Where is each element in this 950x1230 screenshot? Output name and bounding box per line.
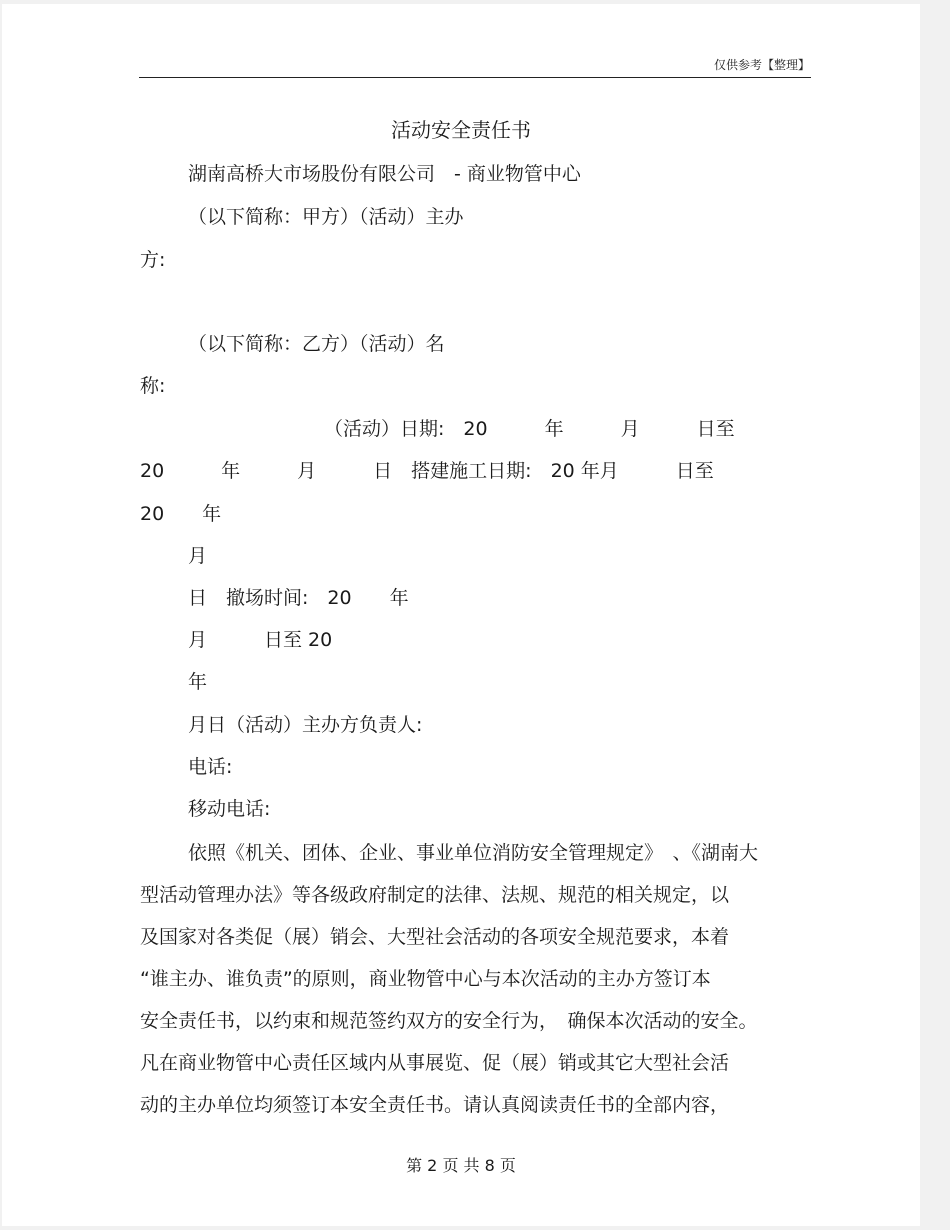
text-line: 移动电话:: [188, 798, 271, 820]
text-line: 称:: [140, 375, 166, 397]
text-line: （活动）日期: 20 年 月 日至: [324, 418, 735, 440]
text-line: 月: [188, 545, 208, 567]
text-line: 方:: [140, 249, 166, 271]
text-line: （以下简称：甲方）（活动）主办: [188, 206, 464, 228]
text-line: 及国家对各类促（展）销会、大型社会活动的各项安全规范要求，本着: [140, 926, 730, 948]
document-title: 活动安全责任书: [391, 118, 531, 142]
page-number: 第 2 页 共 8 页: [406, 1156, 516, 1175]
text-line: 20 年 月 日 搭建施工日期: 20 年月 日至: [140, 460, 714, 482]
header-divider: [139, 77, 811, 78]
text-line: 电话:: [188, 756, 233, 778]
text-line: 凡在商业物管中心责任区域内从事展览、促（展）销或其它大型社会活: [140, 1052, 730, 1074]
header-note: 仅供参考【整理】: [713, 58, 810, 72]
text-line: 型活动管理办法》等各级政府制定的法律、法规、规范的相关规定，以: [140, 884, 730, 906]
text-line: 依照《机关、团体、企业、事业单位消防安全管理规定》 、《湖南大: [188, 842, 759, 864]
text-line: “谁主办、谁负责”的原则，商业物管中心与本次活动的主办方签订本: [140, 968, 711, 990]
text-line: 20 年: [140, 503, 222, 525]
text-line: 安全责任书，以约束和规范签约双方的安全行为， 确保本次活动的安全。: [140, 1010, 758, 1032]
text-line: 月 日至 20: [188, 629, 333, 651]
text-line: （以下简称：乙方）（活动）名: [188, 333, 445, 355]
text-line: 年: [188, 671, 208, 693]
text-line: 日 撤场时间: 20 年: [188, 587, 409, 609]
text-line: 湖南高桥大市场股份有限公司 - 商业物管中心: [188, 163, 581, 185]
text-line: 月日（活动）主办方负责人:: [188, 714, 423, 736]
document-page: [2, 4, 920, 1226]
text-line: 动的主办单位均须签订本安全责任书。请认真阅读责任书的全部内容，: [140, 1094, 730, 1116]
